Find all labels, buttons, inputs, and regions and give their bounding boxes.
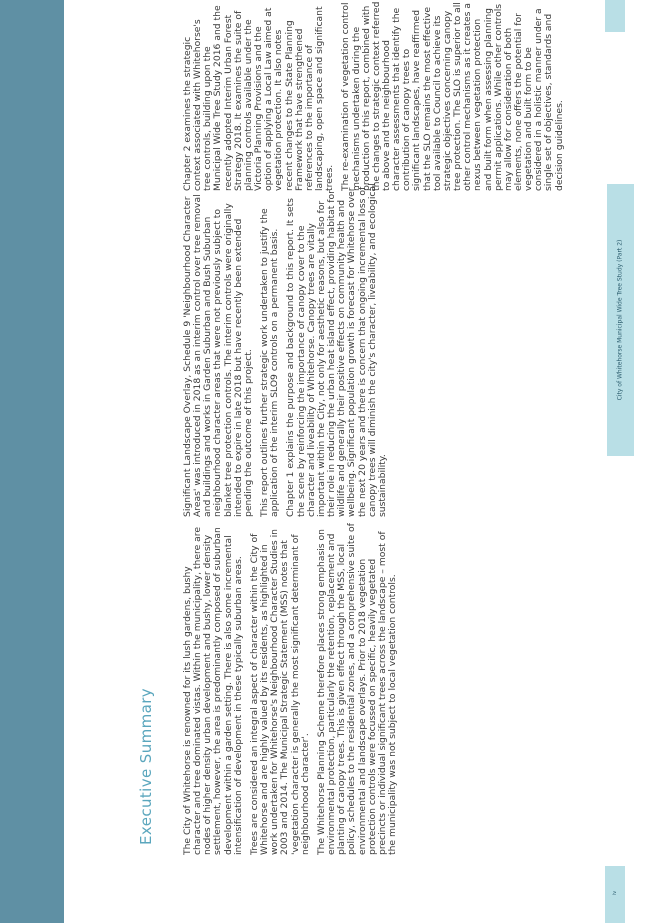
text-column-2 [183,183,394,517]
paragraph: Significant Landscape Overlay, Schedule 9 'Neighbourhood Character Areas' was introduced in 2018 as an interim control over tree removal and buildings and works in Garden Suburban and Bush Suburban neighbourhood character areas that were not previously subject to blanket tree protection controls. The interim controls were originally intended to expire in late 2018 but have recently been extended pending the outcome of this project. [182,194,254,517]
paragraph: The re-examination of vegetation control mechanisms undertaken during the production of this report, combined with the changes to strategic context referred to above and the neighbourhood character assessments that identify the contribution of canopy trees to significant landscapes, have reaffirmed that the SLO remains the most effective tool available to Council to achieve its strategic objectives concerning canopy tree protection. The SLO is superior to all other control mechanisms as it creates a nexus between vegetation protection and built form when assessing planning permit applications. While other controls may allow for consideration of both elements, none offers the potential for vegetation and built form to be considered in a holistic manner under a single set of objectives, standards and decision guidelines. [340,1,565,191]
page-number: iv [612,890,618,896]
text-column-3 [183,1,571,191]
paragraph: Trees are considered an integral aspect of character within the City of Whitehorse and are highly valued by its residents, as highlighted in work undertaken for Whitehorse's Neighbourhood Character Studies in 2003 and 2014. The Municipal Strategic Statement (MSS) notes that 'vegetation character is generally the most significant determinant of neighbourhood character'. [248,529,311,855]
paragraph: Chapter 1 explains the purpose and background to this report. It sets the scene by reinforcing the importance of canopy cover to the character and liveability of Whitehorse. Canopy trees are vitally important within the City, not only for aesthetic reasons, but also for their role in reducing the urban heat island effect, providing habitat for wildlife and generally their positive effects on community health and wellbeing. Significant population growth is forecast for Whitehorse over the next 20 years and there is concern that ongoing incremental loss of canopy trees will diminish the city's character, liveability, and ecological sustainability. [285,183,388,517]
paragraph: The Whitehorse Planning Scheme therefore places strong emphasis on environmental protection, particularly the retention, replacement and planting of canopy trees. This is given effect through the MSS, local policy, schedules to the residential zones, and a comprehensive suite of environmental and landscape overlays. Prior to 2018 vegetation protection controls were focussed on specific, heavily vegetated precincts or individual significant trees across the landscape – most of the municipality was not subject to local vegetation controls. [315,523,398,855]
paragraph: Chapter 2 examines the strategic context associated with Whitehorse's tree controls, building upon the Municipal Wide Tree Study 2016 and the recently adopted Interim Urban Forest Strategy 2018. It examines the suite of planning controls available under the Victoria Planning Provisions and the option of applying a Local Law aimed at vegetation protection. It also notes recent changes to the State Planning Framework that have strengthened references to the importance of landscaping, open space and significant trees. [182,5,336,191]
page-title: Executive Summary [137,687,155,845]
paragraph: This report outlines further strategic work undertaken to justify the application of the interim SLO9 controls on a permanent basis. [259,208,281,517]
paragraph: The City of Whitehorse is renowned for its lush gardens, bushy character and tree dominated vistas. Within the municipality, there are nodes of higher density urban development and bushy, lower density settlement, however, the area is predominantly composed of suburban development within a garden setting. There is also some incremental intensification of development in these typically suburban areas. [182,526,244,855]
text-column-1 [183,521,404,855]
footer-title: City of Whitehorse Municipal Wide Tree Study (Part 2) [616,239,624,401]
